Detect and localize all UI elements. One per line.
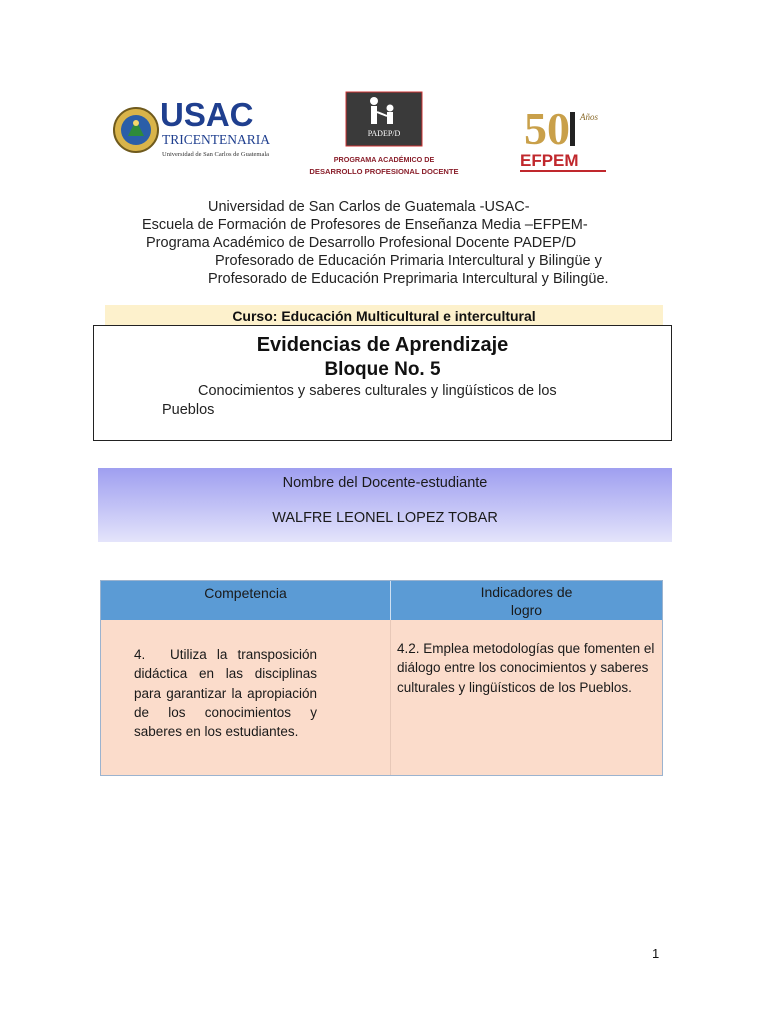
competencia-text-block bbox=[134, 645, 317, 741]
header-indicadores bbox=[391, 581, 662, 621]
evidence-title: Evidencias de Aprendizaje bbox=[256, 334, 509, 356]
efpem-logo bbox=[516, 98, 612, 178]
header-school: Escuela de Formación de Profesores de Enseñanza Media –EFPEM- bbox=[142, 217, 588, 233]
header-degree-primary: Profesorado de Educación Primaria Intercultural y Bilingüe y bbox=[215, 253, 602, 269]
page-number: 1 bbox=[652, 946, 660, 961]
usac-wordmark: USAC bbox=[160, 96, 254, 133]
padep-logo bbox=[309, 92, 459, 178]
evidence-box bbox=[93, 325, 672, 441]
usac-logo bbox=[112, 92, 270, 170]
indicador-text: 4.2. Emplea metodologías que fomenten el diálogo entre los conocimientos y saberes culturales y lingüísticos de los Pueblos. bbox=[397, 641, 655, 695]
competencia-number: 4. bbox=[134, 647, 146, 662]
header-program: Programa Académico de Desarrollo Profesional Docente PADEP/D bbox=[146, 235, 577, 251]
competencia-cell bbox=[101, 620, 391, 775]
efpem-anniversary-number: 50 bbox=[524, 103, 570, 154]
padep-badge-text: PADEP/D bbox=[367, 129, 401, 138]
efpem-wordmark: EFPEM bbox=[520, 151, 579, 170]
student-name-panel bbox=[98, 468, 672, 542]
padep-line2: DESARROLLO PROFESIONAL DOCENTE bbox=[309, 167, 459, 176]
header-degree-preprimary: Profesorado de Educación Preprimaria Intercultural y Bilingüe. bbox=[208, 271, 609, 287]
competencia-text: Utiliza la transposición didáctica en las disciplinas para garantizar la apropiación de los conocimientos y saberes en los estudiantes. bbox=[134, 647, 317, 740]
padep-line1: PROGRAMA ACADÉMICO DE bbox=[333, 155, 435, 164]
student-name-value: WALFRE LEONEL LOPEZ TOBAR bbox=[272, 510, 498, 526]
usac-tricentenaria: TRICENTENARIA bbox=[162, 132, 270, 147]
student-name-label: Nombre del Docente-estudiante bbox=[282, 475, 488, 491]
indicador-cell bbox=[391, 620, 662, 775]
header-competencia: Competencia bbox=[101, 581, 391, 620]
usac-university-name: Universidad de San Carlos de Guatemala bbox=[162, 151, 270, 158]
evidence-subtitle-line2: Pueblos bbox=[162, 402, 215, 418]
course-title-bar: Curso: Educación Multicultural e intercultural bbox=[105, 305, 663, 327]
evidence-subtitle-line1: Conocimientos y saberes culturales y lingüísticos de los bbox=[198, 383, 557, 399]
header-university: Universidad de San Carlos de Guatemala -USAC- bbox=[208, 199, 530, 215]
header-indicadores-text: Indicadores de logro bbox=[480, 584, 573, 618]
efpem-anniversary-suffix: Años bbox=[580, 112, 598, 122]
competency-table bbox=[100, 580, 663, 776]
evidence-block-number: Bloque No. 5 bbox=[324, 359, 441, 380]
